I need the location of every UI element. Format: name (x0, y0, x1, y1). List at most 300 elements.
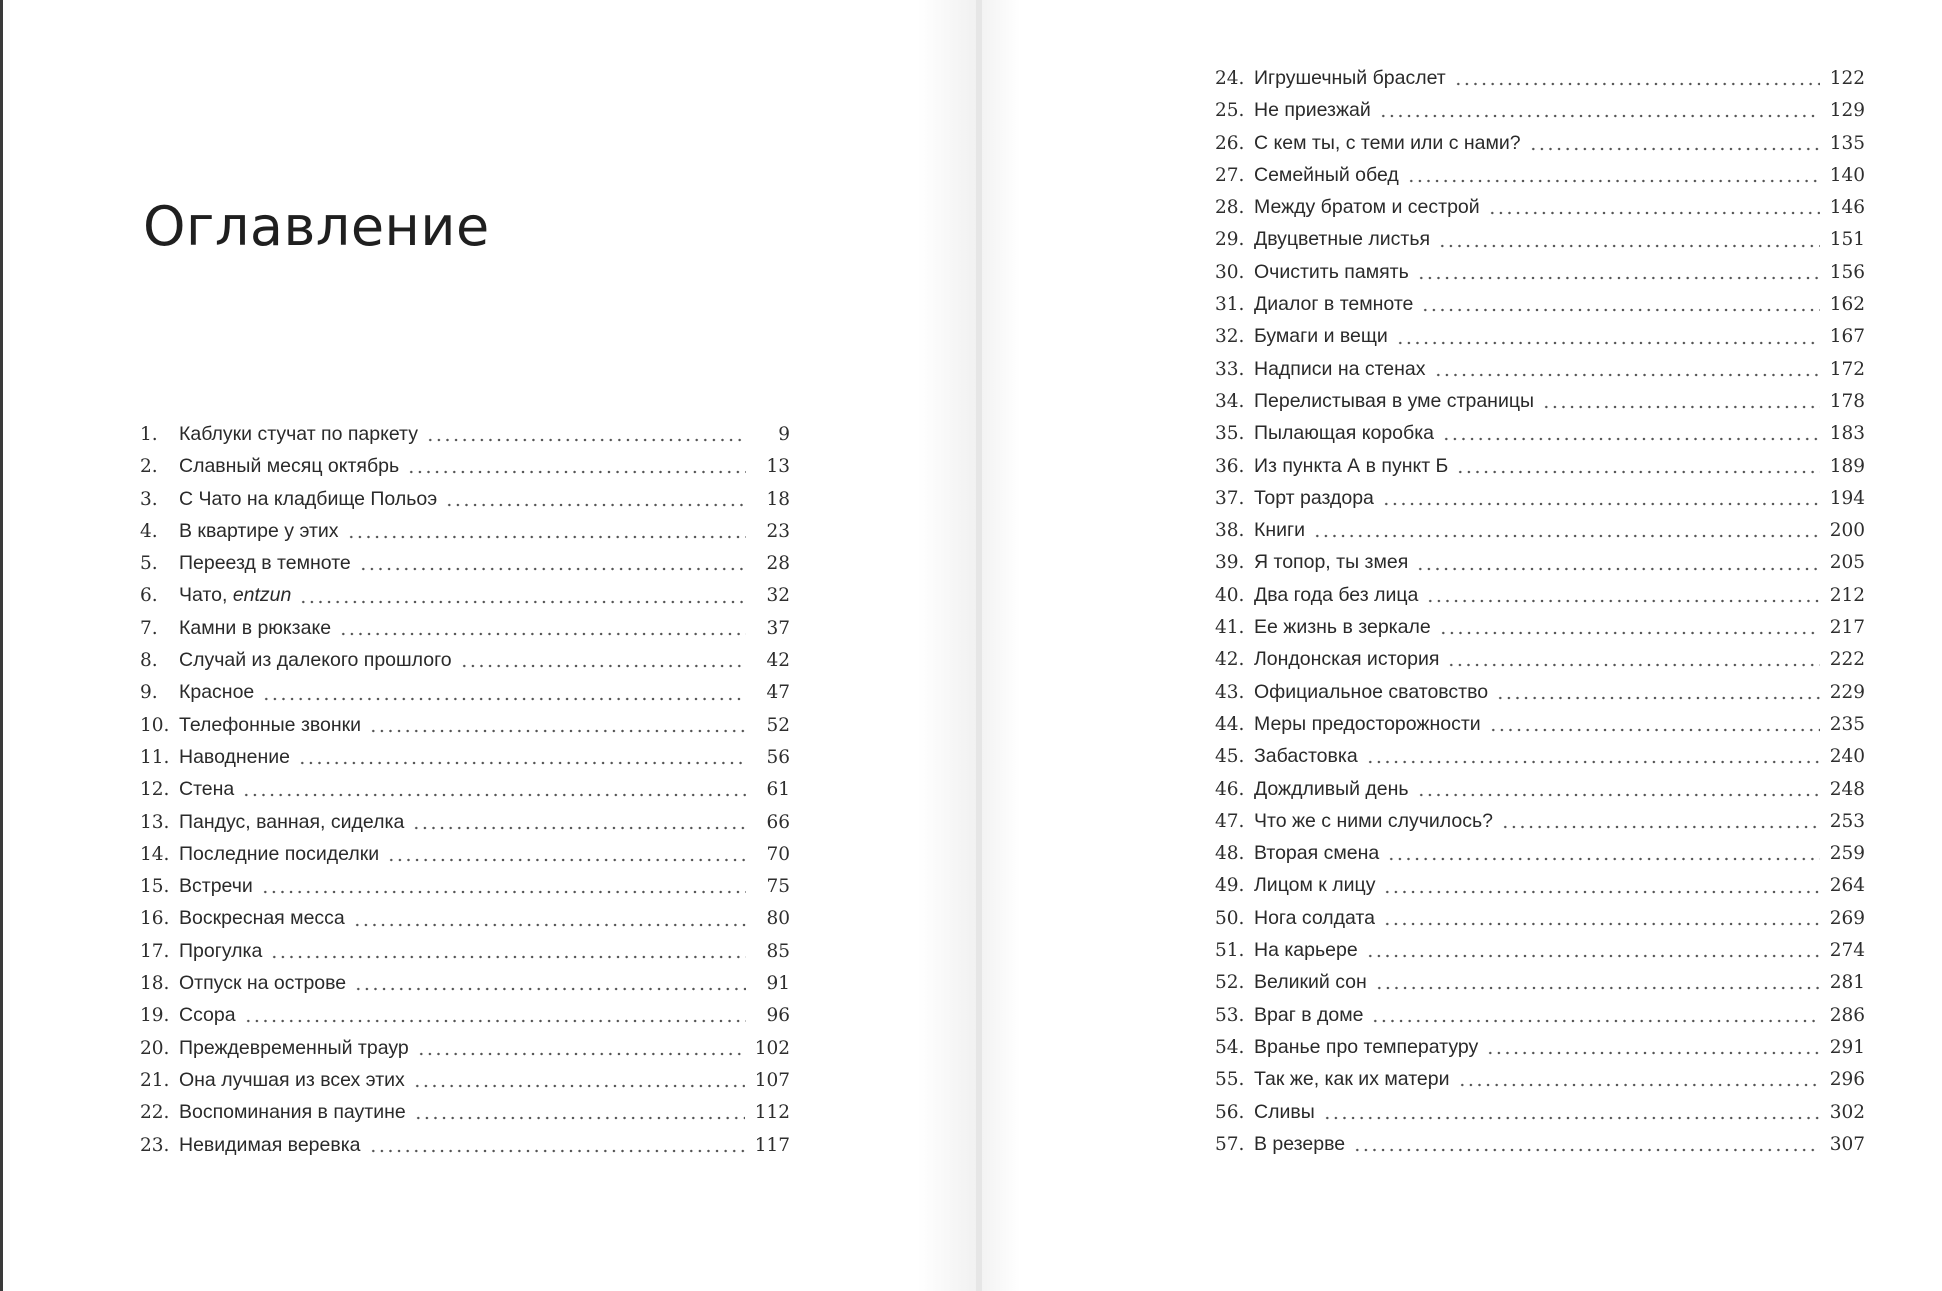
toc-entry (1215, 805, 1865, 837)
entry-title-text: Красное (179, 681, 255, 704)
entry-number: 55. (1215, 1069, 1245, 1091)
entry-title-text: Нога солдата (1254, 906, 1375, 929)
toc-entry (140, 806, 790, 838)
entry-page-number: 286 (1829, 1004, 1865, 1026)
toc-entry (140, 967, 790, 999)
entry-number: 38. (1215, 520, 1245, 542)
dot-leader (1387, 857, 1819, 861)
entry-title (1254, 320, 1388, 352)
entry-number: 5. (140, 553, 158, 575)
dot-leader (412, 826, 746, 830)
toc-entry (1215, 320, 1865, 352)
dot-leader (1486, 1051, 1819, 1055)
entry-title-text: Диалог в темноте (1254, 293, 1414, 316)
entry-page-number: 151 (1829, 229, 1865, 251)
dot-leader (299, 600, 746, 604)
entry-number: 18. (140, 973, 170, 995)
toc-entry (1215, 159, 1865, 191)
entry-title-text: Забастовка (1254, 745, 1358, 768)
entry-number: 41. (1215, 617, 1245, 639)
dot-leader (1323, 1116, 1820, 1120)
entry-page-number: 167 (1829, 326, 1865, 348)
entry-title-text: С Чато на кладбище Польоэ (179, 487, 438, 510)
entry-number: 35. (1215, 423, 1245, 445)
entry-number: 2. (140, 456, 158, 478)
dot-leader (445, 503, 746, 507)
entry-page-number: 291 (1829, 1036, 1865, 1058)
entry-number: 37. (1215, 487, 1245, 509)
toc-entry (1215, 256, 1865, 288)
entry-page-number: 307 (1829, 1133, 1865, 1155)
toc-entry (140, 709, 790, 741)
toc-entry (1215, 450, 1865, 482)
dot-leader (1438, 244, 1820, 248)
toc-entry (1215, 191, 1865, 223)
entry-number: 44. (1215, 713, 1245, 735)
entry-number: 19. (140, 1005, 170, 1027)
toc-entry (1215, 999, 1865, 1031)
entry-number: 39. (1215, 552, 1245, 574)
entry-number: 54. (1215, 1036, 1245, 1058)
toc-entry (1215, 514, 1865, 546)
entry-page-number: 135 (1829, 132, 1865, 154)
entry-page-number: 47 (766, 682, 790, 704)
entry-page-number: 217 (1829, 617, 1865, 639)
toc-entry (1215, 676, 1865, 708)
toc-entry (1215, 966, 1865, 998)
entry-title-text: Телефонные звонки (179, 713, 362, 736)
dot-leader (407, 470, 746, 474)
entry-title-text: Она лучшая из всех этих (179, 1068, 405, 1091)
dot-leader (1488, 211, 1820, 215)
entry-page-number: 140 (1829, 164, 1865, 186)
entry-title (1254, 837, 1379, 869)
entry-title-text: Семейный обед (1254, 163, 1399, 186)
entry-title (1254, 708, 1481, 740)
toc-entry (140, 870, 790, 902)
entry-number: 1. (140, 424, 158, 445)
entry-title (1254, 546, 1408, 578)
entry-title-text: Бумаги и вещи (1254, 325, 1388, 348)
entry-page-number: 146 (1829, 197, 1865, 219)
entry-number: 40. (1215, 584, 1245, 606)
dot-leader (1456, 470, 1819, 474)
entry-title-text: Официальное сватовство (1254, 680, 1489, 703)
entry-title (1254, 611, 1431, 643)
entry-page-number: 56 (766, 746, 790, 768)
entry-page-number: 274 (1829, 940, 1865, 962)
toc-entry (1215, 223, 1865, 255)
entry-number: 15. (140, 876, 170, 898)
entry-title-text: Ссора (179, 1004, 236, 1027)
entry-title-text: Что же с ними случилось? (1254, 809, 1493, 832)
entry-number: 43. (1215, 681, 1245, 703)
entry-page-number: 66 (766, 811, 790, 833)
toc-entry (140, 1032, 790, 1064)
entry-title-text: Случай из далекого прошлого (179, 649, 452, 672)
entry-number: 10. (140, 714, 170, 736)
dot-leader (359, 567, 746, 571)
dot-leader (244, 1019, 746, 1023)
entry-title-text: С кем ты, с теми или с нами? (1254, 131, 1521, 154)
dot-leader (242, 793, 746, 797)
entry-page-number: 248 (1829, 778, 1865, 800)
entry-number: 29. (1215, 229, 1245, 251)
dot-leader (1454, 82, 1820, 86)
entry-title (1254, 1128, 1345, 1160)
entry-title (1254, 223, 1430, 255)
toc-entry (140, 1096, 790, 1128)
entry-title-text: Очистить память (1254, 260, 1409, 283)
entry-page-number: 259 (1829, 843, 1865, 865)
entry-page-number: 96 (766, 1005, 790, 1027)
entry-title-text: Так же, как их матери (1254, 1068, 1450, 1091)
entry-title-text: Наводнение (179, 745, 290, 768)
entry-page-number: 80 (766, 908, 790, 930)
dot-leader (1383, 890, 1819, 894)
entry-page-number: 129 (1829, 100, 1865, 122)
entry-title (179, 547, 351, 579)
entry-title (179, 1064, 405, 1096)
entry-title-text: Надписи на стенах (1254, 357, 1426, 380)
entry-page-number: 9 (778, 424, 790, 445)
entry-title-text: На карьере (1254, 939, 1358, 962)
entry-number: 52. (1215, 972, 1245, 994)
dot-leader (1447, 663, 1819, 667)
toc-entry (140, 547, 790, 579)
entry-title (179, 1129, 361, 1161)
entry-title-text: Из пункта А в пункт Б (1254, 454, 1449, 477)
contents-list-left (140, 418, 790, 1161)
entry-title (1254, 62, 1446, 94)
entry-number: 3. (140, 488, 158, 510)
toc-entry (1215, 94, 1865, 126)
dot-leader (347, 535, 746, 539)
entry-title-text: Я топор, ты змея (1254, 551, 1409, 574)
dot-leader (354, 987, 746, 991)
dot-leader (1416, 567, 1819, 571)
dot-leader (1489, 728, 1820, 732)
entry-number: 36. (1215, 455, 1245, 477)
toc-entry (1215, 611, 1865, 643)
entry-number: 31. (1215, 294, 1245, 316)
toc-entry (1215, 643, 1865, 675)
entry-page-number: 61 (766, 779, 790, 801)
entry-number: 27. (1215, 164, 1245, 186)
entry-title (1254, 676, 1488, 708)
entry-title (1254, 159, 1399, 191)
entry-title-text: Последние посиделки (179, 842, 380, 865)
entry-page-number: 75 (766, 876, 790, 898)
entry-number: 30. (1215, 261, 1245, 283)
entry-page-number: 240 (1829, 746, 1865, 768)
dot-leader (1434, 373, 1820, 377)
entry-title-text: Двуцветные листья (1254, 228, 1431, 251)
dot-leader (413, 1084, 745, 1088)
entry-title (179, 579, 291, 611)
entry-title-text: Пылающая коробка (1254, 422, 1435, 445)
entry-title (1254, 1031, 1478, 1063)
toc-entry (1215, 353, 1865, 385)
entry-page-number: 235 (1829, 713, 1865, 735)
entry-page-number: 269 (1829, 907, 1865, 929)
dot-leader (1426, 599, 1819, 603)
toc-entry (140, 773, 790, 805)
entry-title (1254, 385, 1534, 417)
entry-page-number: 107 (754, 1069, 790, 1091)
entry-number: 6. (140, 585, 158, 607)
toc-entry (1215, 740, 1865, 772)
contents-list-right (1215, 62, 1865, 1160)
entry-title-text: Вранье про температуру (1254, 1035, 1479, 1058)
dot-leader (369, 1149, 745, 1153)
entry-title-text: Ее жизнь в зеркале (1254, 616, 1431, 639)
toc-entry (1215, 837, 1865, 869)
page-title: Оглавление (143, 195, 490, 258)
entry-title (179, 644, 452, 676)
entry-page-number: 122 (1829, 68, 1865, 89)
entry-title-text: Книги (1254, 519, 1306, 542)
entry-number: 21. (140, 1069, 170, 1091)
entry-page-number: 85 (766, 940, 790, 962)
entry-number: 47. (1215, 810, 1245, 832)
entry-page-number: 222 (1829, 649, 1865, 671)
entry-title (1254, 805, 1493, 837)
entry-title (179, 806, 404, 838)
entry-page-number: 183 (1829, 423, 1865, 445)
entry-title (1254, 934, 1358, 966)
entry-number: 24. (1215, 68, 1245, 89)
entry-page-number: 189 (1829, 455, 1865, 477)
entry-title-text: Переезд в темноте (179, 552, 351, 575)
entry-title (179, 450, 399, 482)
entry-number: 42. (1215, 649, 1245, 671)
dot-leader (270, 955, 746, 959)
entry-page-number: 253 (1829, 810, 1865, 832)
toc-entry (140, 612, 790, 644)
toc-entry (1215, 773, 1865, 805)
dot-leader (1442, 437, 1820, 441)
entry-title (1254, 191, 1480, 223)
toc-entry (1215, 1128, 1865, 1160)
entry-title (179, 483, 437, 515)
dot-leader (262, 697, 746, 701)
entry-number: 26. (1215, 132, 1245, 154)
dot-leader (460, 664, 746, 668)
entry-page-number: 281 (1829, 972, 1865, 994)
entry-number: 4. (140, 520, 158, 542)
entry-number: 14. (140, 843, 170, 865)
entry-title-text: Не приезжай (1254, 99, 1371, 122)
entry-page-number: 205 (1829, 552, 1865, 574)
entry-title-text: Сливы (1254, 1100, 1315, 1123)
entry-title (1254, 869, 1375, 901)
entry-title-text: Лицом к лицу (1254, 874, 1376, 897)
entry-title (179, 1096, 406, 1128)
dot-leader (1382, 502, 1820, 506)
entry-page-number: 23 (766, 520, 790, 542)
entry-number: 25. (1215, 100, 1245, 122)
toc-entry (140, 515, 790, 547)
entry-title-text: Стена (179, 778, 235, 801)
entry-number: 46. (1215, 778, 1245, 800)
entry-title (179, 515, 339, 547)
entry-page-number: 194 (1829, 487, 1865, 509)
entry-title-text: Между братом и сестрой (1254, 196, 1480, 219)
entry-title-text: Воспоминания в паутине (179, 1101, 406, 1124)
entry-number: 32. (1215, 326, 1245, 348)
entry-number: 13. (140, 811, 170, 833)
entry-title-text: Игрушечный браслет (1254, 67, 1446, 89)
toc-entry (1215, 127, 1865, 159)
entry-title (1254, 450, 1448, 482)
toc-entry (1215, 1096, 1865, 1128)
entry-page-number: 102 (754, 1037, 790, 1059)
dot-leader (1407, 179, 1820, 183)
entry-title (179, 709, 361, 741)
toc-entry (1215, 482, 1865, 514)
dot-leader (1371, 1019, 1819, 1023)
toc-entry (140, 935, 790, 967)
entry-title (1254, 417, 1434, 449)
entry-title-text: Чато, (179, 584, 233, 607)
entry-title (1254, 514, 1305, 546)
entry-page-number: 302 (1829, 1101, 1865, 1123)
dot-leader (1417, 276, 1820, 280)
entry-page-number: 178 (1829, 390, 1865, 412)
entry-title-text: Встречи (179, 875, 253, 898)
entry-page-number: 229 (1829, 681, 1865, 703)
entry-number: 49. (1215, 875, 1245, 897)
toc-entry (140, 741, 790, 773)
entry-number: 45. (1215, 746, 1245, 768)
dot-leader (261, 890, 746, 894)
entry-title (1254, 482, 1374, 514)
toc-entry (1215, 934, 1865, 966)
entry-number: 16. (140, 908, 170, 930)
dot-leader (1396, 341, 1820, 345)
entry-number: 8. (140, 650, 158, 672)
toc-entry (1215, 708, 1865, 740)
entry-page-number: 117 (754, 1134, 790, 1156)
entry-title (1254, 902, 1375, 934)
entry-number: 48. (1215, 843, 1245, 865)
entry-page-number: 28 (766, 553, 790, 575)
entry-title (179, 741, 290, 773)
toc-entry (1215, 385, 1865, 417)
entry-title (179, 870, 253, 902)
dot-leader (1542, 405, 1820, 409)
entry-title-text: Враг в доме (1254, 1003, 1364, 1026)
dot-leader (417, 1052, 745, 1056)
entry-title-text: В резерве (1254, 1132, 1346, 1155)
dot-leader (426, 438, 746, 442)
entry-title (1254, 966, 1367, 998)
dot-leader (1417, 793, 1820, 797)
dot-leader (1366, 954, 1820, 958)
entry-title (1254, 127, 1521, 159)
entry-title-text: Торт раздора (1254, 486, 1374, 509)
entry-number: 20. (140, 1037, 170, 1059)
entry-title (1254, 773, 1409, 805)
entry-number: 22. (140, 1102, 170, 1124)
entry-title (179, 838, 379, 870)
entry-title (179, 935, 262, 967)
dot-leader (1366, 760, 1820, 764)
entry-number: 11. (140, 746, 170, 768)
entry-number: 17. (140, 940, 170, 962)
toc-entry (140, 1064, 790, 1096)
entry-title (179, 612, 331, 644)
toc-entry (140, 450, 790, 482)
entry-number: 51. (1215, 940, 1245, 962)
entry-page-number: 212 (1829, 584, 1865, 606)
entry-number: 50. (1215, 907, 1245, 929)
entry-number: 23. (140, 1134, 170, 1156)
entry-title (179, 967, 346, 999)
toc-entry (140, 418, 790, 450)
dot-leader (1458, 1083, 1820, 1087)
entry-number: 57. (1215, 1133, 1245, 1155)
toc-entry (1215, 579, 1865, 611)
toc-entry (1215, 417, 1865, 449)
entry-number: 53. (1215, 1004, 1245, 1026)
toc-entry (140, 1129, 790, 1161)
toc-entry (140, 676, 790, 708)
toc-entry (1215, 869, 1865, 901)
entry-title (1254, 1096, 1315, 1128)
entry-title-text: Перелистывая в уме страницы (1254, 389, 1535, 412)
entry-number: 34. (1215, 390, 1245, 412)
entry-number: 12. (140, 779, 170, 801)
toc-entry (1215, 62, 1865, 94)
entry-title-text: Великий сон (1254, 971, 1367, 994)
toc-entry (140, 838, 790, 870)
dot-leader (353, 923, 746, 927)
toc-entry (140, 483, 790, 515)
dot-leader (414, 1116, 745, 1120)
entry-title-text: Дождливый день (1254, 777, 1409, 800)
entry-title (1254, 999, 1363, 1031)
entry-page-number: 264 (1829, 875, 1865, 897)
toc-entry (1215, 1031, 1865, 1063)
toc-entry (1215, 902, 1865, 934)
entry-page-number: 112 (754, 1102, 790, 1124)
entry-title-text: В квартире у этих (179, 519, 339, 542)
toc-entry (140, 902, 790, 934)
entry-title (1254, 256, 1409, 288)
entry-page-number: 37 (766, 617, 790, 639)
entry-title-text: Отпуск на острове (179, 972, 347, 995)
entry-page-number: 156 (1829, 261, 1865, 283)
dot-leader (369, 729, 746, 733)
entry-page-number: 296 (1829, 1069, 1865, 1091)
entry-page-number: 52 (766, 714, 790, 736)
entry-page-number: 13 (766, 456, 790, 478)
entry-page-number: 200 (1829, 520, 1865, 542)
entry-page-number: 91 (766, 973, 790, 995)
entry-title (1254, 1063, 1450, 1095)
toc-entry (140, 644, 790, 676)
entry-page-number: 42 (766, 650, 790, 672)
toc-entry (140, 579, 790, 611)
dot-leader (1496, 696, 1820, 700)
entry-title-text: Каблуки стучат по паркету (179, 423, 418, 445)
toc-entry (140, 999, 790, 1031)
entry-title (179, 999, 236, 1031)
entry-title-italic: entzun (232, 584, 292, 607)
entry-title (1254, 740, 1358, 772)
